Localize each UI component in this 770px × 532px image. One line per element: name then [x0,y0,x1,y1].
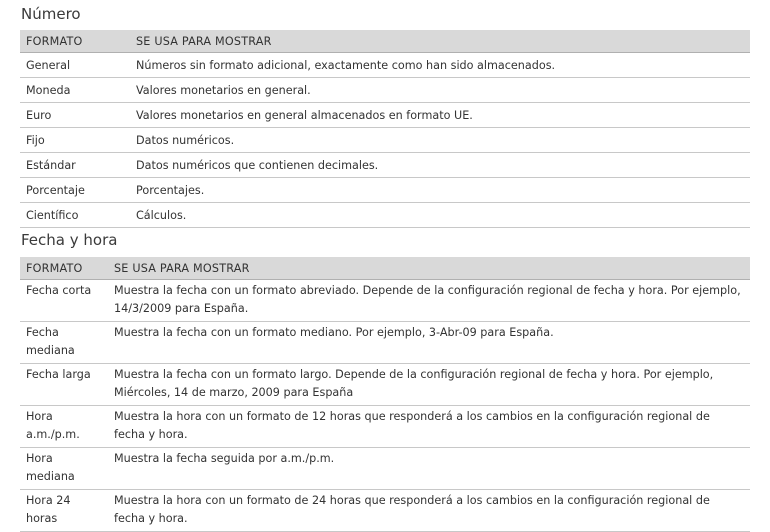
format-cell: Fecha larga [20,364,108,406]
table-row [20,53,750,78]
description-cell: Muestra la fecha con un formato abreviado. Depende de la configuración regional de fecha y hora. Por ejemplo, 14/3/2009 para España. [108,280,750,322]
format-cell: Estándar [20,153,130,178]
table-row [20,490,750,532]
table-row [20,406,750,448]
table-row [20,322,750,364]
table-header-row [20,30,750,53]
table-row [20,364,750,406]
description-cell: Números sin formato adicional, exactamente como han sido almacenados. [130,53,750,78]
description-cell: Muestra la fecha con un formato largo. Depende de la configuración regional de fecha y hora. Por ejemplo, Miércoles, 14 de marzo, 2009 para España [108,364,750,406]
format-cell: Moneda [20,78,130,103]
table-row [20,128,750,153]
format-cell: Hora a.m./p.m. [20,406,108,448]
format-cell: Fecha corta [20,280,108,322]
format-cell: Hora 24 horas [20,490,108,532]
table-row [20,178,750,203]
number-formats-table [20,30,750,228]
description-cell: Muestra la fecha con un formato mediano. Por ejemplo, 3-Abr-09 para España. [108,322,750,364]
description-cell: Cálculos. [130,203,750,228]
format-cell: Fijo [20,128,130,153]
table-row [20,203,750,228]
description-cell: Valores monetarios en general almacenados en formato UE. [130,103,750,128]
format-cell: Euro [20,103,130,128]
table-row [20,78,750,103]
description-cell: Muestra la hora con un formato de 12 horas que responderá a los cambios en la configuración regional de fecha y hora. [108,406,750,448]
format-cell: Científico [20,203,130,228]
date-time-formats-table [20,257,750,532]
column-header-usage: SE USA PARA MOSTRAR [130,30,750,53]
table-row [20,103,750,128]
table-row [20,280,750,322]
description-cell: Datos numéricos. [130,128,750,153]
column-header-format: FORMATO [20,257,108,280]
table-row [20,448,750,490]
description-cell: Porcentajes. [130,178,750,203]
table-row [20,153,750,178]
description-cell: Valores monetarios en general. [130,78,750,103]
table-header-row [20,257,750,280]
description-cell: Muestra la fecha seguida por a.m./p.m. [108,448,750,490]
section-title-fecha-hora: Fecha y hora [21,231,118,249]
format-cell: Porcentaje [20,178,130,203]
description-cell: Muestra la hora con un formato de 24 horas que responderá a los cambios en la configuración regional de fecha y hora. [108,490,750,532]
column-header-format: FORMATO [20,30,130,53]
section-title-numero: Número [21,5,81,23]
column-header-usage: SE USA PARA MOSTRAR [108,257,750,280]
description-cell: Datos numéricos que contienen decimales. [130,153,750,178]
format-cell: General [20,53,130,78]
format-cell: Hora mediana [20,448,108,490]
format-cell: Fecha mediana [20,322,108,364]
